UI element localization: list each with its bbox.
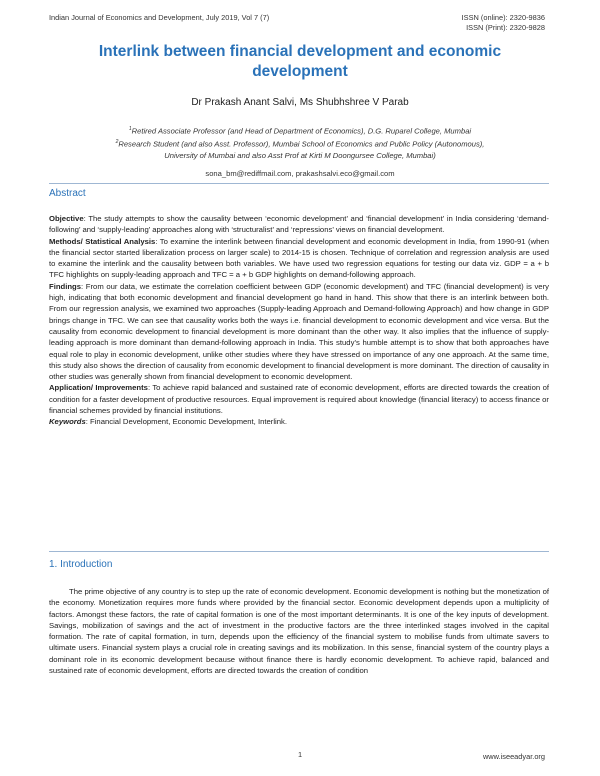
findings-label: Findings [49, 281, 82, 291]
abstract-keywords: Keywords: Financial Development, Economic Development, Interlink. [49, 417, 287, 427]
application-label: Application/ Improvements [49, 383, 148, 393]
introduction-paragraph: The prime objective of any country is to step up the rate of economic development. Economic development is nothing but the monetization of the economy. Monetization requires more funds where provided by the financial sector. Economic development depends upon a multiplicity of factors. Amongst these factors, the rate of capital formation is one of the most important determinants. It is one of the key inputs of development. Savings, mobilization of savings and the act of investment in the productive factors are the three interlinked stages involved in the capital formation. The rate of capital formation, in turn, depends upon the efficiency of the financial system to mobilise funds from ultimate savers to ultimate users. Financial system plays a crucial role in creating savings and its mobilization. In this sense, financial system of the country plays a dominant role in its economic development because without finance there is hardly economic development. To achieve rapid, balanced and sustained rate of economic development, efforts are directed towards the creation of condition [49, 587, 549, 676]
issn-block [462, 13, 545, 33]
issn-online: ISSN (online): 2320-9836 [461, 13, 545, 22]
affiliations [60, 124, 540, 161]
abstract-heading: Abstract [49, 188, 86, 199]
abstract-findings: Findings: From our data, we estimate the correlation coefficient between GDP (economic development) and TFC (financial development) is very high, indicating that both economic development and financial development go hand in hand. This show that there is an interlink between both. From our regression analysis, we examined two approaches (Supply-leading Approach and Demand-following Approach) and how change in GDP brings change in TFC. We can see that causality works both the ways i.e. financial development to economic development and vice versa. But the causality from economic development to financial development is more dominant than the other way. It also implies that the influence of supply-leading approach is more dominant than demand-following approach in India. This study’s humble attempt is to show that both approaches have equal role to play in economic development, unlike other studies where they have stressed on importance of any one approach. At the same time, this study also shows the direction of causality from economic development to financial development is more dominant. The direction of causality in other studies was generally shown from financial development to economic development. [49, 281, 549, 382]
divider-top [49, 183, 549, 184]
journal-citation: Indian Journal of Economics and Development, July 2019, Vol 7 (7) [49, 13, 270, 22]
page-number: 1 [297, 750, 303, 759]
abstract-application: Application/ Improvements: To achieve rapid balanced and sustained rate of economic development, efforts are directed towards the creation of condition for a faster development of productive resources. Equal improvement is required about knowledge (financial literacy) to access finance or financial schemes provided by financial institutions. [49, 383, 549, 416]
abstract-objective: Objective: The study attempts to show the causality between ‘economic development’ and ‘financial development’ in India considering ‘demand-following’ and ‘supply-leading’ approaches along with ‘structuralist’ and ‘repressions’ views on financial development. [49, 214, 549, 235]
introduction-body [49, 586, 549, 676]
divider-abstract-end [49, 551, 549, 552]
footer-url[interactable]: www.iseeadyar.org [482, 752, 545, 761]
issn-print: ISSN (Print): 2320-9828 [466, 23, 545, 32]
affiliation-2-cont: University of Mumbai and also Asst Prof at Kirti M Doongursee College, Mumbai) [164, 150, 436, 160]
abstract-methods: Methods/ Statistical Analysis: To examine the interlink between financial development and economic development in India, from 1990-91 (when the financial sector started liberalization process on larger scale) to 2014-15 is chosen. Technique of correlation and regression analysis are used to examine the interlink and the causality between both variables. We have used two regression equations for testing our data viz. GDP = a + b TFC highlights on supply-leading approach and TFC = a + b GDP highlights on demand-following approach. [49, 236, 549, 280]
authors: Dr Prakash Anant Salvi, Ms Shubhshree V Parab [191, 97, 409, 108]
objective-label: Objective [49, 214, 84, 223]
paper-title: Interlink between financial development and economic development [98, 43, 502, 80]
author-emails: sona_bm@rediffmail.com, prakashsalvi.eco@gmail.com [205, 169, 395, 178]
introduction-heading: 1. Introduction [49, 559, 113, 570]
affiliation-1: $^1$Retired Associate Professor (and Head of Department of Economics), D.G. Ruparel College, Mumbai [128, 126, 472, 136]
keywords-label: Keywords [49, 417, 86, 427]
affiliation-1-marker: 1 [128, 126, 132, 132]
methods-label: Methods/ Statistical Analysis [49, 236, 156, 246]
abstract-body [49, 213, 549, 428]
affiliation-2: $^2$Research Student (and also Asst. Professor), Mumbai School of Economics and Public Policy (Autonomous), [115, 138, 485, 149]
affiliation-2-marker: 2 [115, 138, 119, 145]
